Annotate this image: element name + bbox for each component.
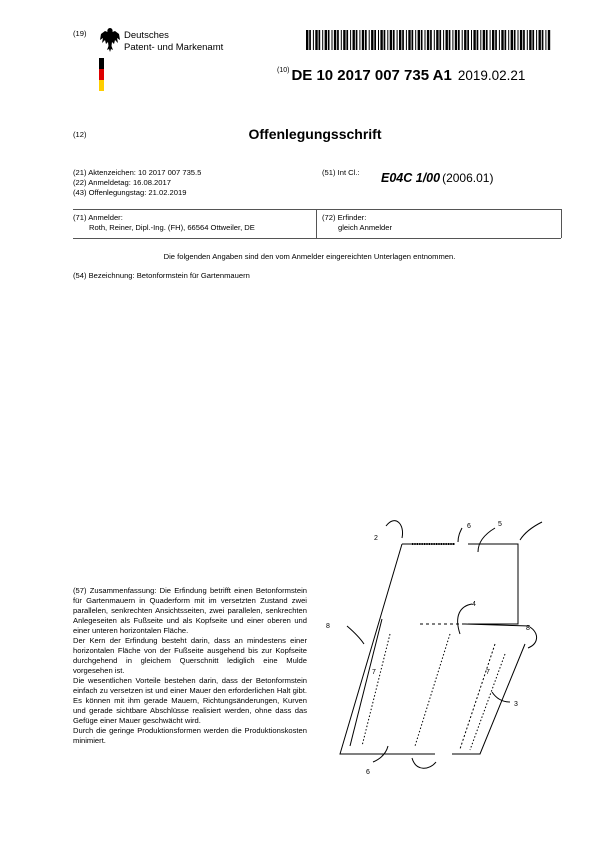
ipc-classification xyxy=(381,169,493,187)
barcode-bar xyxy=(334,30,336,50)
barcode-bar xyxy=(402,30,404,50)
barcode-bar xyxy=(495,30,497,50)
drawing-label: 7 xyxy=(486,669,490,676)
block-outline xyxy=(468,544,518,624)
barcode-bar xyxy=(532,30,534,50)
applicant-label: (71) Anmelder: xyxy=(73,213,123,222)
barcode-bar xyxy=(492,30,494,50)
barcode-bar xyxy=(523,30,525,50)
barcode xyxy=(306,30,552,50)
barcode-bar xyxy=(322,30,323,50)
office-line-1: Deutsches xyxy=(124,30,169,41)
barcode-bar xyxy=(309,30,311,50)
intcl-label: (51) Int Cl.: xyxy=(322,168,360,177)
groove-line xyxy=(350,619,382,746)
inid-code-12: (12) xyxy=(73,130,87,139)
federal-eagle-logo xyxy=(99,26,121,56)
applicant-statement: Die folgenden Angaben sind den vom Anmelder eingereichten Unterlagen entnommen. xyxy=(163,252,456,261)
block-outline xyxy=(452,644,525,754)
barcode-bar xyxy=(332,30,333,50)
barcode-bar xyxy=(365,30,367,50)
leader-arrow xyxy=(478,528,495,552)
barcode-bar xyxy=(462,30,463,50)
barcode-bar xyxy=(306,30,308,50)
barcode-bar xyxy=(328,30,330,50)
barcode-bar xyxy=(412,30,414,50)
leader-arrow xyxy=(412,758,436,768)
barcode-bar xyxy=(399,30,401,50)
applicant-value: Roth, Reiner, Dipl.-Ing. (FH), 66564 Ottweiler, DE xyxy=(89,223,255,232)
barcode-bar xyxy=(421,30,423,50)
barcode-bar xyxy=(359,30,360,50)
abstract xyxy=(73,586,307,746)
barcode-bar xyxy=(490,30,491,50)
barcode-bar xyxy=(427,30,429,50)
groove-line xyxy=(362,634,390,746)
document-type-title: Offenlegungsschrift xyxy=(248,126,382,142)
barcode-bar xyxy=(545,30,546,50)
drawing-label: 6 xyxy=(366,769,370,776)
barcode-bar xyxy=(511,30,513,50)
barcode-bar xyxy=(418,30,420,50)
barcode-bar xyxy=(499,30,500,50)
barcode-bar xyxy=(539,30,541,50)
barcode-bar xyxy=(374,30,376,50)
barcode-bar xyxy=(467,30,469,50)
leader-arrow xyxy=(347,626,364,644)
barcode-bar xyxy=(452,30,453,50)
bibliographic-data xyxy=(73,168,201,198)
barcode-bar xyxy=(343,30,345,50)
barcode-bar xyxy=(436,30,438,50)
file-number: (21) Aktenzeichen: 10 2017 007 735.5 xyxy=(73,168,202,177)
barcode-bar xyxy=(397,30,398,50)
barcode-bar xyxy=(371,30,373,50)
barcode-bar xyxy=(353,30,355,50)
barcode-bar xyxy=(471,30,472,50)
inventor-label: (72) Erfinder: xyxy=(322,213,367,222)
barcode-bar xyxy=(350,30,351,50)
barcode-bar xyxy=(464,30,466,50)
leader-arrow xyxy=(492,692,510,702)
barcode-bar xyxy=(390,30,392,50)
barcode-bar xyxy=(529,30,531,50)
inid-code-19: (19) xyxy=(73,29,87,38)
drawing-label: 4 xyxy=(472,601,476,608)
drawing-label: 3 xyxy=(514,701,518,708)
barcode-bar xyxy=(501,30,503,50)
barcode-bar xyxy=(425,30,426,50)
barcode-bar xyxy=(313,30,314,50)
barcode-bar xyxy=(542,30,544,50)
ipc-version: (2006.01) xyxy=(442,171,494,185)
barcode-bar xyxy=(384,30,386,50)
block-outline xyxy=(340,544,435,754)
abstract-paragraph: Der Kern der Erfindung besteht darin, dass an mindestens einer horizontalen Fläche von der Fußseite ausgehend bis zur Kopfseite durchgehend in gleichem Querschnitt lediglich eine Mulde vorgesehen ist. xyxy=(73,636,307,675)
barcode-bar xyxy=(319,30,321,50)
flag-stripe-gold xyxy=(99,80,104,91)
table-right-edge xyxy=(561,209,562,238)
barcode-bar xyxy=(341,30,342,50)
barcode-bar xyxy=(443,30,444,50)
barcode-bar xyxy=(548,30,550,50)
barcode-bar xyxy=(508,30,509,50)
publication-day: (43) Offenlegungstag: 21.02.2019 xyxy=(73,188,187,197)
barcode-bar xyxy=(393,30,395,50)
barcode-bar xyxy=(434,30,435,50)
barcode-bar xyxy=(380,30,382,50)
filing-date: (22) Anmeldetag: 16.08.2017 xyxy=(73,178,171,187)
abstract-paragraph: Durch die geringe Produktionsformen werden die Produktionskosten minimiert. xyxy=(73,726,307,745)
drawing-label: 7 xyxy=(372,669,376,676)
barcode-bar xyxy=(315,30,317,50)
barcode-bar xyxy=(406,30,407,50)
barcode-bar xyxy=(362,30,364,50)
leader-arrow xyxy=(458,604,472,634)
barcode-bar xyxy=(356,30,358,50)
publication-date: 2019.02.21 xyxy=(457,68,526,83)
barcode-bar xyxy=(480,30,481,50)
invention-designation: (54) Bezeichnung: Betonformstein für Gartenmauern xyxy=(73,271,250,280)
ipc-main-class: E04C 1/00 xyxy=(381,171,441,185)
barcode-bar xyxy=(455,30,457,50)
leader-arrow xyxy=(520,522,542,540)
patent-drawing-figure xyxy=(320,514,560,784)
barcode-bar xyxy=(325,30,327,50)
groove-line xyxy=(460,644,495,749)
flag-stripe-red xyxy=(99,69,104,80)
table-divider xyxy=(316,209,317,238)
barcode-bar xyxy=(520,30,522,50)
patent-office-name xyxy=(124,30,223,53)
barcode-bar xyxy=(430,30,432,50)
barcode-bar xyxy=(378,30,379,50)
barcode-bar xyxy=(514,30,516,50)
barcode-bar xyxy=(337,30,339,50)
groove-line xyxy=(415,634,450,746)
publication-number-line xyxy=(277,67,525,85)
barcode-bar xyxy=(446,30,448,50)
applicant-cell xyxy=(73,213,255,233)
drawing-label: 8 xyxy=(326,623,330,630)
inventor-cell xyxy=(322,213,392,233)
flag-stripe-black xyxy=(99,58,104,69)
barcode-bar xyxy=(518,30,519,50)
barcode-bar xyxy=(415,30,416,50)
barcode-bar xyxy=(346,30,348,50)
barcode-bar xyxy=(505,30,507,50)
drawing-label: 5 xyxy=(498,521,502,528)
barcode-bar xyxy=(408,30,410,50)
barcode-bar xyxy=(486,30,488,50)
inid-code-10: (10) xyxy=(277,67,290,74)
barcode-bar xyxy=(458,30,460,50)
table-bottom-rule xyxy=(73,238,561,239)
barcode-bar xyxy=(527,30,528,50)
barcode-bar xyxy=(536,30,537,50)
abstract-paragraph: (57) Zusammenfassung: Die Erfindung betrifft einen Betonformstein für Gartenmauern in Quaderform mit im versetzten Zustand zwei parallelen, senkrechten Ansichtsseiten, zwei parallelen, senkrechten Anlegeseiten als Fußseite und als Kopfseite und einer oberen und einer unteren horizontalen Fläche. xyxy=(73,586,307,635)
barcode-bar xyxy=(473,30,475,50)
barcode-bar xyxy=(387,30,388,50)
drawing-label: 8 xyxy=(526,625,530,632)
barcode-bar xyxy=(483,30,485,50)
barcode-bar xyxy=(449,30,451,50)
barcode-bar xyxy=(477,30,479,50)
leader-arrow xyxy=(458,528,462,542)
leader-arrow xyxy=(386,521,403,538)
publication-number: DE 10 2017 007 735 A1 xyxy=(291,67,452,84)
table-top-rule xyxy=(73,209,561,210)
drawing-label: 6 xyxy=(467,523,471,530)
inventor-value: gleich Anmelder xyxy=(338,223,393,232)
office-line-2: Patent- und Markenamt xyxy=(124,41,224,53)
barcode-bar xyxy=(369,30,370,50)
barcode-bar xyxy=(439,30,441,50)
drawing-label: 2 xyxy=(374,535,378,542)
abstract-paragraph: Die wesentlichen Vorteile bestehen darin, dass der Betonformstein einfach zu versetzen ist und einer Mauer den erforderlichen Halt gibt. Es können mit ihm gerade Mauern, Richtungsänderungen, Kurven und gerade sichtbare Abschlüsse realisiert werden, ohne dass das Gefüge einer Mauer geschwächt wird. xyxy=(73,676,307,725)
